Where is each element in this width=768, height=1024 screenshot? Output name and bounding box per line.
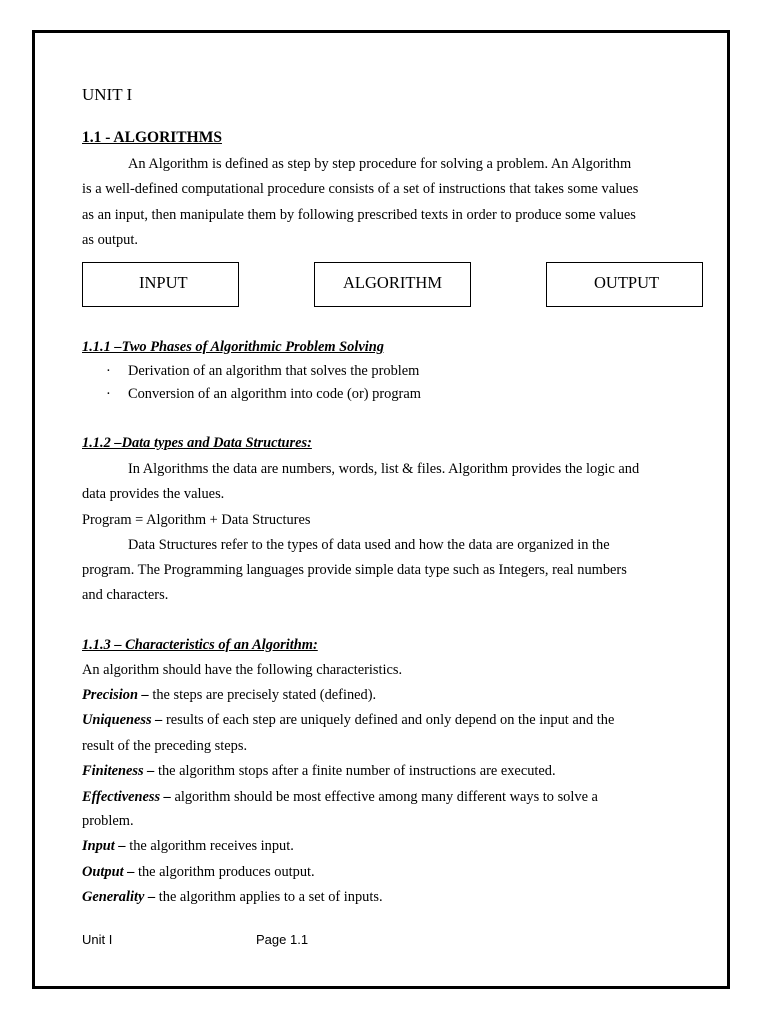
characteristic-item	[82, 812, 134, 830]
bullet-text: Conversion of an algorithm into code (or) program	[128, 386, 421, 402]
characteristic-item	[82, 711, 614, 729]
characteristic-desc: problem.	[82, 813, 134, 829]
characteristic-item	[82, 837, 294, 855]
characteristic-item	[82, 686, 376, 704]
characteristic-desc: the algorithm produces output.	[134, 864, 315, 880]
characteristic-item	[82, 762, 556, 780]
characteristic-term: Generality –	[82, 889, 156, 905]
intro-line: as output.	[82, 232, 138, 248]
characteristic-item	[82, 788, 598, 806]
bullet-text: Derivation of an algorithm that solves the problem	[128, 363, 420, 379]
characteristic-desc: the algorithm stops after a finite number of instructions are executed.	[154, 763, 556, 779]
program-equation: Program = Algorithm + Data Structures	[82, 512, 311, 528]
characteristic-term: Uniqueness –	[82, 712, 163, 728]
data-types-line: Data Structures refer to the types of data used and how the data are organized in the	[128, 537, 610, 553]
algorithm-box	[314, 262, 471, 307]
characteristic-desc: results of each step are uniquely defined and only depend on the input and the	[162, 712, 615, 728]
characteristics-heading: 1.1.3 – Characteristics of an Algorithm:	[82, 637, 318, 653]
data-types-line: In Algorithms the data are numbers, words, list & files. Algorithm provides the logic and	[128, 461, 640, 477]
characteristic-term: Effectiveness –	[82, 789, 171, 805]
characteristics-intro: An algorithm should have the following characteristics.	[82, 662, 403, 678]
footer-page-number: Page 1.1	[256, 932, 309, 947]
characteristic-item	[82, 737, 247, 755]
bullet-icon: ·	[106, 386, 111, 402]
characteristic-desc: the algorithm applies to a set of inputs.	[155, 889, 383, 905]
unit-title: UNIT I	[82, 85, 133, 104]
characteristic-desc: result of the preceding steps.	[82, 738, 248, 754]
characteristic-item	[82, 863, 315, 881]
characteristic-term: Finiteness –	[82, 763, 155, 779]
intro-line: is a well-defined computational procedure consists of a set of instructions that takes some values	[82, 181, 639, 197]
characteristic-desc: the algorithm receives input.	[125, 838, 294, 854]
input-box-label: INPUT	[139, 273, 188, 292]
characteristic-desc: algorithm should be most effective among many different ways to solve a	[170, 789, 598, 805]
output-box	[546, 262, 703, 307]
data-types-line: and characters.	[82, 587, 169, 603]
input-box	[82, 262, 239, 307]
algorithm-box-label: ALGORITHM	[343, 273, 442, 292]
characteristic-term: Input –	[82, 838, 126, 854]
characteristic-desc: the steps are precisely stated (defined).	[148, 687, 377, 703]
phases-heading: 1.1.1 –Two Phases of Algorithmic Problem Solving	[82, 339, 384, 355]
intro-line: as an input, then manipulate them by following prescribed texts in order to produce some values	[82, 207, 636, 223]
output-box-label: OUTPUT	[594, 273, 660, 292]
data-types-heading: 1.1.2 –Data types and Data Structures:	[82, 435, 312, 451]
intro-line: An Algorithm is defined as step by step procedure for solving a problem. An Algorithm	[128, 156, 632, 172]
data-types-line: data provides the values.	[82, 486, 225, 502]
characteristic-term: Precision –	[82, 687, 149, 703]
data-types-line: program. The Programming languages provide simple data type such as Integers, real numbers	[82, 562, 627, 578]
characteristic-item	[82, 888, 383, 906]
bullet-icon: ·	[106, 363, 111, 379]
characteristic-term: Output –	[82, 864, 135, 880]
section-heading: 1.1 - ALGORITHMS	[82, 129, 222, 146]
footer-unit: Unit I	[82, 932, 113, 947]
